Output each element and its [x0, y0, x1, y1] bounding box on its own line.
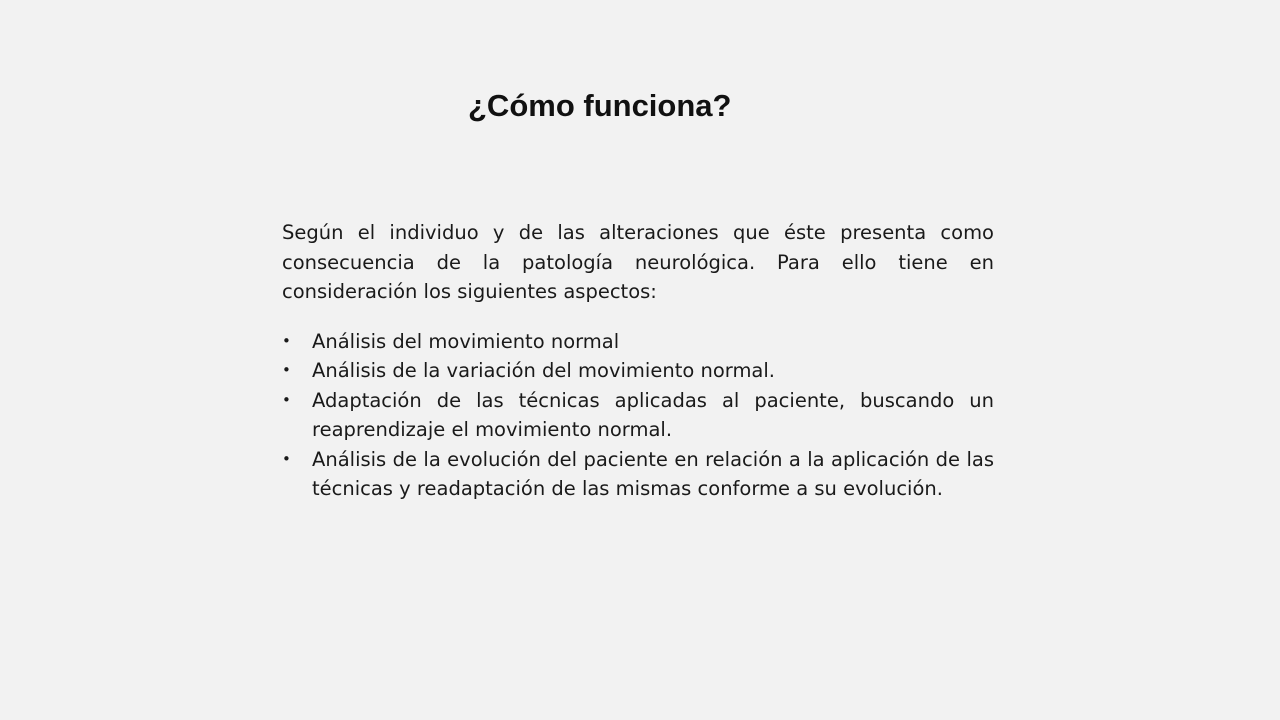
list-item [282, 386, 994, 445]
bullet-icon: • [282, 449, 291, 468]
list-item [282, 445, 994, 504]
bullet-icon: • [282, 390, 291, 409]
list-item [282, 327, 994, 357]
intro-paragraph: Según el individuo y de las alteraciones que éste presenta como consecuencia de la patología neurológica. Para ello tiene en consideración los siguientes aspectos: [282, 221, 994, 303]
list-item [282, 356, 994, 386]
bullet-icon: • [282, 361, 291, 379]
list-item-text: Adaptación de las técnicas aplicadas al paciente, buscando un reaprendizaje el movimiento normal. [312, 388, 994, 441]
list-item-text: Análisis de la variación del movimiento normal. [312, 359, 776, 382]
bullet-icon: • [282, 331, 291, 350]
list-item-text: Análisis del movimiento normal [312, 329, 620, 353]
bullet-list [282, 327, 994, 504]
slide-body [282, 218, 994, 504]
list-item-text: Análisis de la evolución del paciente en relación a la aplicación de las técnicas y readaptación de las mismas conforme a su evolución. [312, 447, 994, 500]
slide-title: ¿Cómo funciona? [468, 88, 732, 123]
